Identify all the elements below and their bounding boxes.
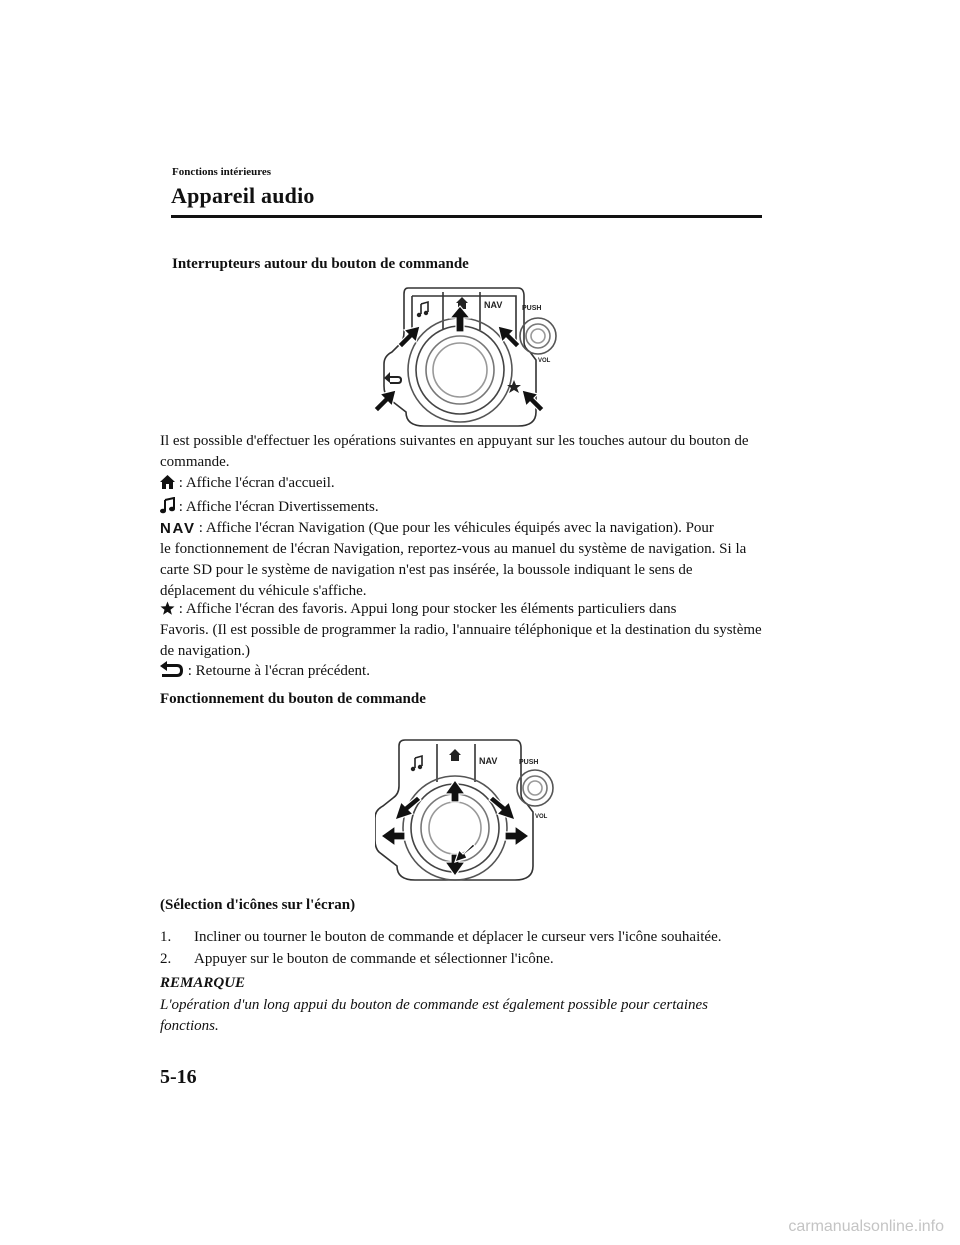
item-favorites-text-line1: : Affiche l'écran des favoris. Appui long pour stocker les éléments particuliers dans [178, 601, 677, 617]
nav-icon [160, 519, 195, 535]
diagram2-push-label: PUSH [519, 759, 539, 766]
steps-list [160, 926, 770, 970]
section-heading-operation: Fonctionnement du bouton de commande [160, 691, 426, 707]
step-number: 2. [160, 951, 172, 967]
item-favorites-text-rest: Favoris. (Il est possible de programmer la radio, l'annuaire téléphonique et la destination du système de navigation.) [160, 622, 762, 659]
item-navigation-text-line1: : Affiche l'écran Navigation (Que pour les véhicules équipés avec la navigation). Pour [198, 520, 714, 536]
diagram-push-label: PUSH [522, 305, 542, 312]
note-text: L'opération d'un long appui du bouton de commande est également possible pour certaines fonctions. [160, 997, 709, 1034]
item-back-text: : Retourne à l'écran précédent. [187, 663, 370, 679]
page-number: 5-16 [160, 1066, 197, 1088]
title-rule [171, 215, 762, 218]
item-navigation [160, 518, 714, 539]
item-navigation-text-rest: le fonctionnement de l'écran Navigation, reportez-vous au manuel du système de navigation. Si la carte SD pour le système de navigation n'est pas insérée, la boussole indiquant le sens de déplacement du véhicule s'affiche. [160, 541, 747, 599]
home-icon [160, 474, 175, 490]
diagram2-nav-label: NAV [479, 756, 498, 766]
watermark: carmanualsonline.info [788, 1218, 944, 1235]
step-item [160, 926, 770, 948]
item-home-text: : Affiche l'écran d'accueil. [178, 475, 335, 491]
item-home [160, 473, 335, 494]
selection-subheading: (Sélection d'icônes sur l'écran) [160, 897, 356, 913]
step-item [160, 948, 770, 970]
note-heading: REMARQUE [160, 975, 246, 991]
commander-switches-diagram [368, 282, 574, 430]
item-favorites [160, 599, 676, 620]
nav-icon-label: NAV [160, 520, 194, 535]
step-text: Appuyer sur le bouton de commande et sélectionner l'icône. [194, 951, 554, 967]
diagram-vol-label: VOL [538, 358, 551, 364]
section-heading-switches: Interrupteurs autour du bouton de commande [172, 256, 469, 272]
star-icon [160, 601, 175, 616]
music-note-icon [160, 497, 175, 514]
chapter-title: Appareil audio [171, 183, 315, 208]
switches-intro: Il est possible d'effectuer les opérations suivantes en appuyant sur les touches autour du bouton de commande. [160, 433, 749, 470]
diagram-nav-label: NAV [484, 300, 503, 310]
step-text: Incliner ou tourner le bouton de commande et déplacer le curseur vers l'icône souhaitée. [194, 929, 722, 945]
step-number: 1. [160, 929, 172, 945]
back-icon [160, 661, 184, 678]
item-back [160, 661, 370, 682]
commander-operation-diagram [375, 736, 565, 886]
item-entertainment-text: : Affiche l'écran Divertissements. [178, 499, 379, 515]
item-entertainment [160, 497, 379, 518]
section-label: Fonctions intérieures [172, 166, 272, 178]
diagram2-vol-label: VOL [535, 814, 548, 820]
